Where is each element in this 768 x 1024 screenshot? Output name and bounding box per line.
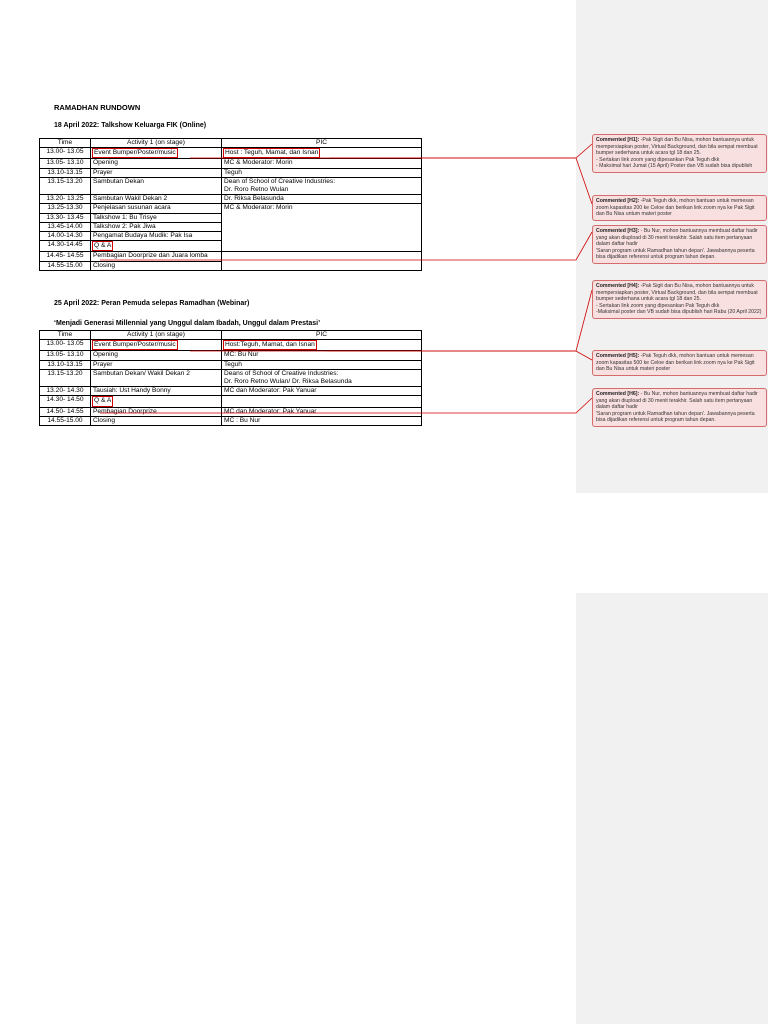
activity-cell: Opening: [91, 351, 222, 360]
connector-h3: [100, 232, 592, 260]
activity-cell: Sambutan Dekan/ Wakil Dekan 2: [91, 369, 222, 386]
comment-text: -Pak Teguh dkk, mohon bantuan untuk memesan zoom kapasitas 500 ke Celoe dan berikan link zoom nya ke Pak Sigit dan Bu Nisa untuk materi poster: [596, 353, 755, 373]
time-cell: 13.25-13.30: [40, 204, 91, 213]
activity-cell: Talkshow 2: Pak Jiwa: [91, 222, 222, 231]
pic-cell: Dean of School of Creative Industries: Dr. Roro Retno Wulan: [222, 177, 422, 194]
time-cell: 13.45-14.00: [40, 222, 91, 231]
time-cell: 14.45- 14.55: [40, 252, 91, 261]
comment-h5[interactable]: [592, 350, 767, 376]
comment-author-label: Commented [H3]:: [596, 228, 640, 234]
activity-cell: Closing: [91, 416, 222, 425]
activity-cell: Opening: [91, 159, 222, 168]
pic-cell: MC dan Moderator: Pak Yanuar: [222, 387, 422, 396]
comment-author-label: Commented [H1]:: [596, 137, 640, 143]
header-activity: Activity 1 (on stage): [91, 139, 222, 148]
time-cell: 13.05- 13.10: [40, 159, 91, 168]
pic-cell: MC & Moderator: Morin: [222, 159, 422, 168]
comment-h3[interactable]: [592, 225, 767, 264]
document-title: RAMADHAN RUNDOWN: [54, 103, 141, 112]
activity-cell: Penjelasan susunan acara: [91, 204, 222, 213]
comment-author-label: Commented [H4]:: [596, 283, 640, 289]
comment-h1[interactable]: [592, 134, 767, 173]
pic-cell: MC & Moderator: Morin: [222, 204, 422, 252]
time-cell: 13.00- 13.05: [40, 340, 91, 351]
comment-anchor-h6[interactable]: Q & A: [92, 396, 113, 406]
connector-h1: [190, 144, 592, 158]
pic-cell: Dr. Riksa Belasunda: [222, 195, 422, 204]
activity-cell: Sambutan Wakil Dekan 2: [91, 195, 222, 204]
time-cell: 13.30- 13.45: [40, 213, 91, 222]
comment-anchor-h2[interactable]: Host : Teguh, Mamat, dan Isnan: [223, 148, 320, 158]
section2-title: 25 April 2022: Peran Pemuda selepas Ramadhan (Webinar): [54, 300, 250, 307]
comment-text: -Pak Sigit dan Bu Nisa, mohon bantuannya untuk mempersiapkan poster, Virtual Background, dan bila sempat membuat bumper sederhana untuk acara tgl 18 dan 25. - Sertakan link zoom yang dipesankan Pak Teguh dkk -Maksimal poster dan VB sudah bisa dipublish hari Rabu (20 April 2022): [596, 283, 762, 316]
time-cell: 14.30- 14.50: [40, 396, 91, 407]
header-pic: PIC: [222, 139, 422, 148]
time-cell: 13.10-13.15: [40, 360, 91, 369]
time-cell: 13.20- 14.30: [40, 387, 91, 396]
comment-h6[interactable]: [592, 388, 767, 427]
pic-cell: MC: Bu Nur: [222, 351, 422, 360]
time-cell: 13.15-13.20: [40, 369, 91, 386]
comment-author-label: Commented [H6]:: [596, 391, 640, 397]
activity-cell: Closing: [91, 261, 222, 270]
activity-cell: Prayer: [91, 360, 222, 369]
header-time: Time: [40, 139, 91, 148]
time-cell: 14.55-15.00: [40, 261, 91, 270]
comment-anchor-h1[interactable]: Event Bumper/Poster/music: [92, 148, 178, 158]
connector-h2: [330, 158, 592, 204]
header-pic: PIC: [222, 331, 422, 340]
section1-title: 18 April 2022: Talkshow Keluarga FIK (Online): [54, 122, 207, 129]
pic-cell: Teguh: [222, 360, 422, 369]
time-cell: 13.20- 13.25: [40, 195, 91, 204]
pic-cell: Deans of School of Creative Industries: Dr. Roro Retno Wulan/ Dr. Riksa Belasunda: [222, 369, 422, 386]
time-cell: 13.00- 13.05: [40, 148, 91, 159]
header-activity: Activity 1 (on stage): [91, 331, 222, 340]
activity-cell: Pembagian Doorprize dan Juara lomba: [91, 252, 222, 261]
time-cell: 14.50- 14.55: [40, 407, 91, 416]
comment-text: - Bu Nur, mohon bantuannya membuat daftar hadir yang akan diupload di 30 menit terakhir. Salah satu item pertanyaan dalam daftar hadir 'Saran program untuk Ramadhan tahun depan'. Jawabannya peserta bisa dijadikan referensi untuk program tahun depan.: [596, 228, 758, 261]
pic-cell: MC : Bu Nur: [222, 416, 422, 425]
time-cell: 14.30-14.45: [40, 241, 91, 252]
connector-h4: [190, 290, 592, 351]
pic-cell: MC dan Moderator: Pak Yanuar: [222, 407, 422, 416]
header-time: Time: [40, 331, 91, 340]
comment-h2[interactable]: [592, 195, 767, 221]
pic-cell: Teguh: [222, 168, 422, 177]
comment-text: -Pak Sigit dan Bu Nisa, mohon bantuannya untuk mempersiapkan poster, Virtual Background, dan bila sempat membuat bumper sederhana untuk acara tgl 18 dan 25. - Sertakan link zoom yang dipesankan Pak Teguh dkk - Maksimal hari Jumat (15 April) Poster dan VB sudah bisa dipublish: [596, 137, 758, 170]
time-cell: 13.05- 13.10: [40, 351, 91, 360]
comment-author-label: Commented [H5]:: [596, 353, 640, 359]
section2-subtitle: ‘Menjadi Generasi Millennial yang Unggul dalam Ibadah, Unggul dalam Prestasi’: [54, 320, 321, 327]
comment-anchor-h5[interactable]: Host:Teguh, Mamat, dan Isnan: [223, 340, 317, 350]
time-cell: 13.10-13.15: [40, 168, 91, 177]
activity-cell: Sambutan Dekan: [91, 177, 222, 194]
comment-text: - Bu Nur, mohon bantuannya membuat daftar hadir yang akan diupload di 30 menit terakhir. Salah satu item pertanyaan dalam daftar hadir 'Saran program untuk Ramadhan tahun depan'. Jawabannya peserta bisa dijadikan referensi untuk program tahun depan.: [596, 391, 758, 424]
comment-author-label: Commented [H2]:: [596, 198, 640, 204]
time-cell: 14.00-14.30: [40, 232, 91, 241]
comment-text: -Pak Teguh dkk, mohon bantuan untuk memesan zoom kapasitas 200 ke Celoe dan berikan link zoom nya ke Pak Sigit dan Bu Nisa untum materi poster: [596, 198, 755, 218]
time-cell: 13.15-13.20: [40, 177, 91, 194]
activity-cell: Tausiah: Ust Handy Bonny: [91, 387, 222, 396]
comment-anchor-h4[interactable]: Event Bumper/Poster/music: [92, 340, 178, 350]
comment-anchor-h3[interactable]: Q & A: [92, 241, 113, 251]
activity-cell: Talkshow 1: Bu Trisye: [91, 213, 222, 222]
time-cell: 14.55-15.00: [40, 416, 91, 425]
activity-cell: Pengamat Budaya Mudik: Pak Isa: [91, 232, 222, 241]
activity-cell: Prayer: [91, 168, 222, 177]
activity-cell: Pembagian Doorprize: [91, 407, 222, 416]
connector-h5: [327, 351, 592, 360]
connector-h6: [100, 398, 592, 413]
comment-h4[interactable]: [592, 280, 767, 319]
